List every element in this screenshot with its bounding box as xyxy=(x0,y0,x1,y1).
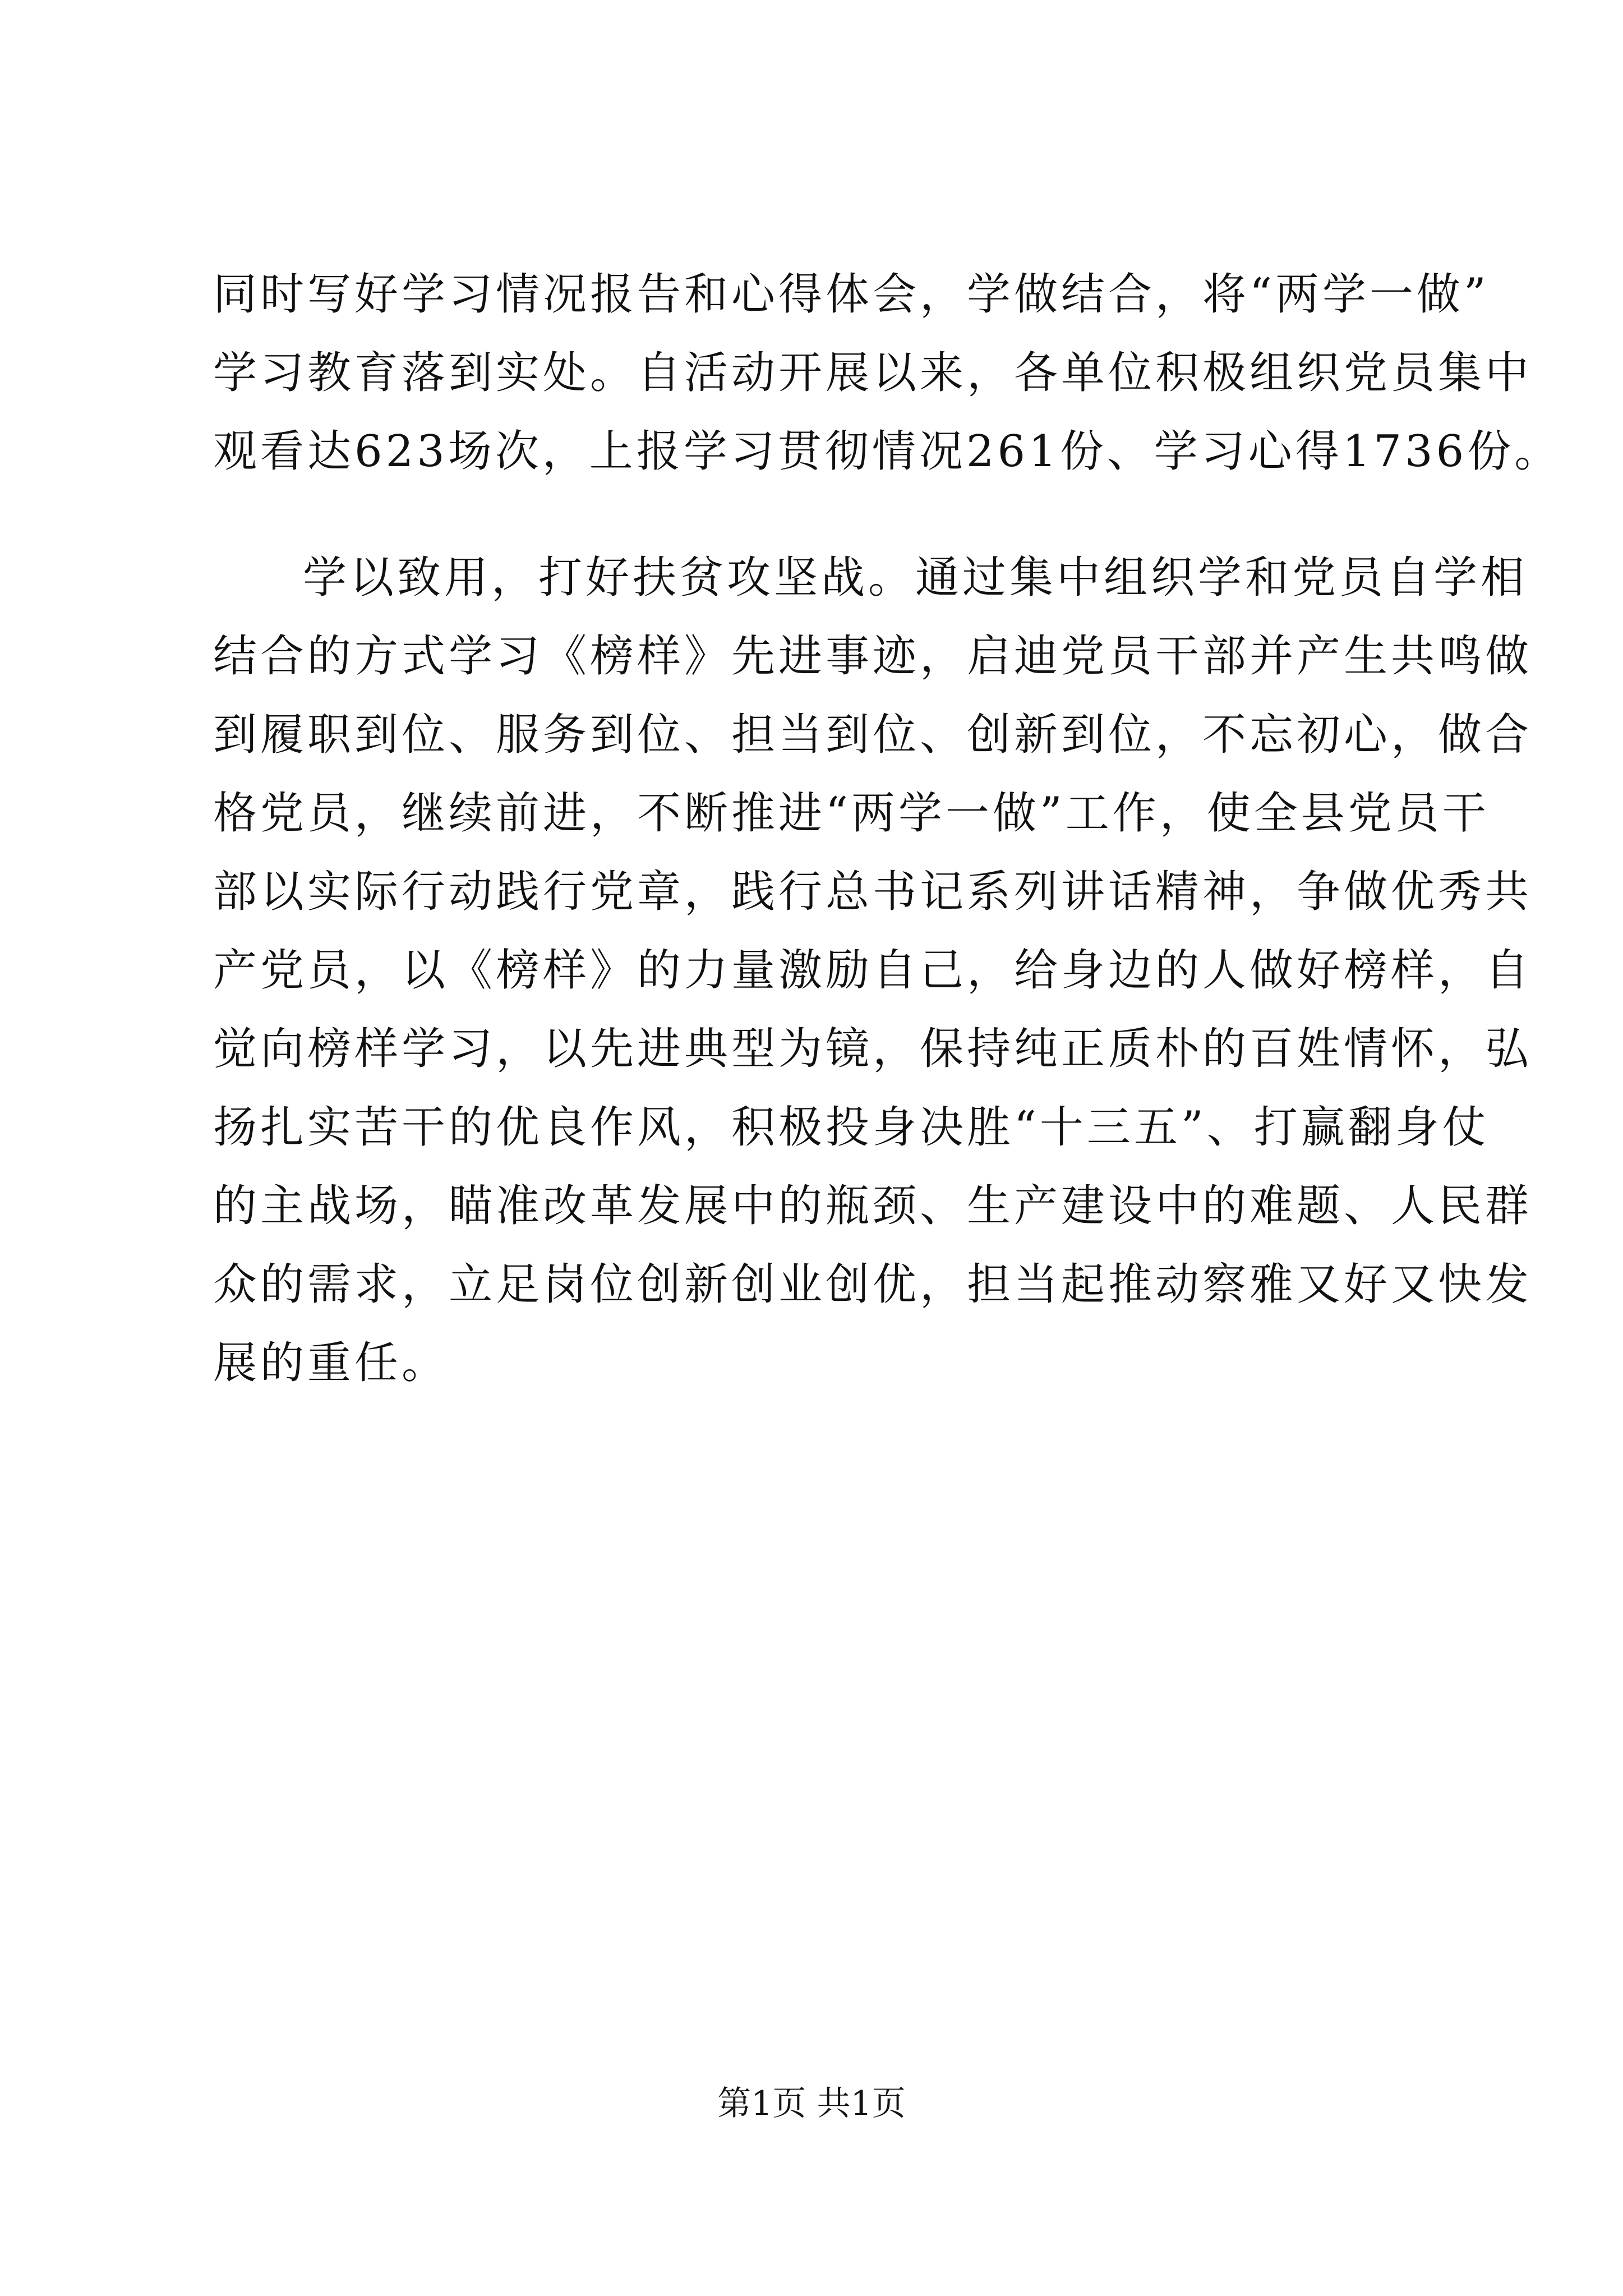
body-text-line-last: 展的重任。 xyxy=(213,1338,449,1388)
body-text-line: 部以实际行动践行党章，践行总书记系列讲话精神，争做优秀共 xyxy=(213,867,1533,917)
body-text-line: 结合的方式学习《榜样》先进事迹，启迪党员干部并产生共鸣做 xyxy=(213,631,1533,682)
body-text-line: 产党员，以《榜样》的力量激励自己，给身边的人做好榜样，自 xyxy=(213,945,1533,996)
body-text-line: 观看达623场次，上报学习贯彻情况261份、学习心得1736份。 xyxy=(213,426,1562,477)
body-text-line: 扬扎实苦干的优良作风，积极投身决胜“十三五”、打赢翻身仗 xyxy=(213,1102,1490,1153)
body-text-line: 同时写好学习情况报告和心得体会，学做结合，将“两学一做” xyxy=(213,269,1490,320)
page-number-footer: 第1页 共1页 xyxy=(717,2084,906,2123)
body-text-line: 众的需求，立足岗位创新创业创优，担当起推动察雅又好又快发 xyxy=(213,1259,1533,1310)
body-text-line: 格党员，继续前进，不断推进“两学一做”工作，使全县党员干 xyxy=(213,788,1490,839)
body-text-line: 的主战场，瞄准改革发展中的瓶颈、生产建设中的难题、人民群 xyxy=(213,1181,1533,1231)
paragraph-first-line: 学以致用，打好扶贫攻坚战。通过集中组织学和党员自学相 xyxy=(303,553,1528,603)
body-text-line: 觉向榜样学习，以先进典型为镜，保持纯正质朴的百姓情怀，弘 xyxy=(213,1024,1533,1074)
body-text-line: 学习教育落到实处。自活动开展以来，各单位积极组织党员集中 xyxy=(213,348,1533,398)
body-text-line: 到履职到位、服务到位、担当到位、创新到位，不忘初心，做合 xyxy=(213,710,1533,760)
